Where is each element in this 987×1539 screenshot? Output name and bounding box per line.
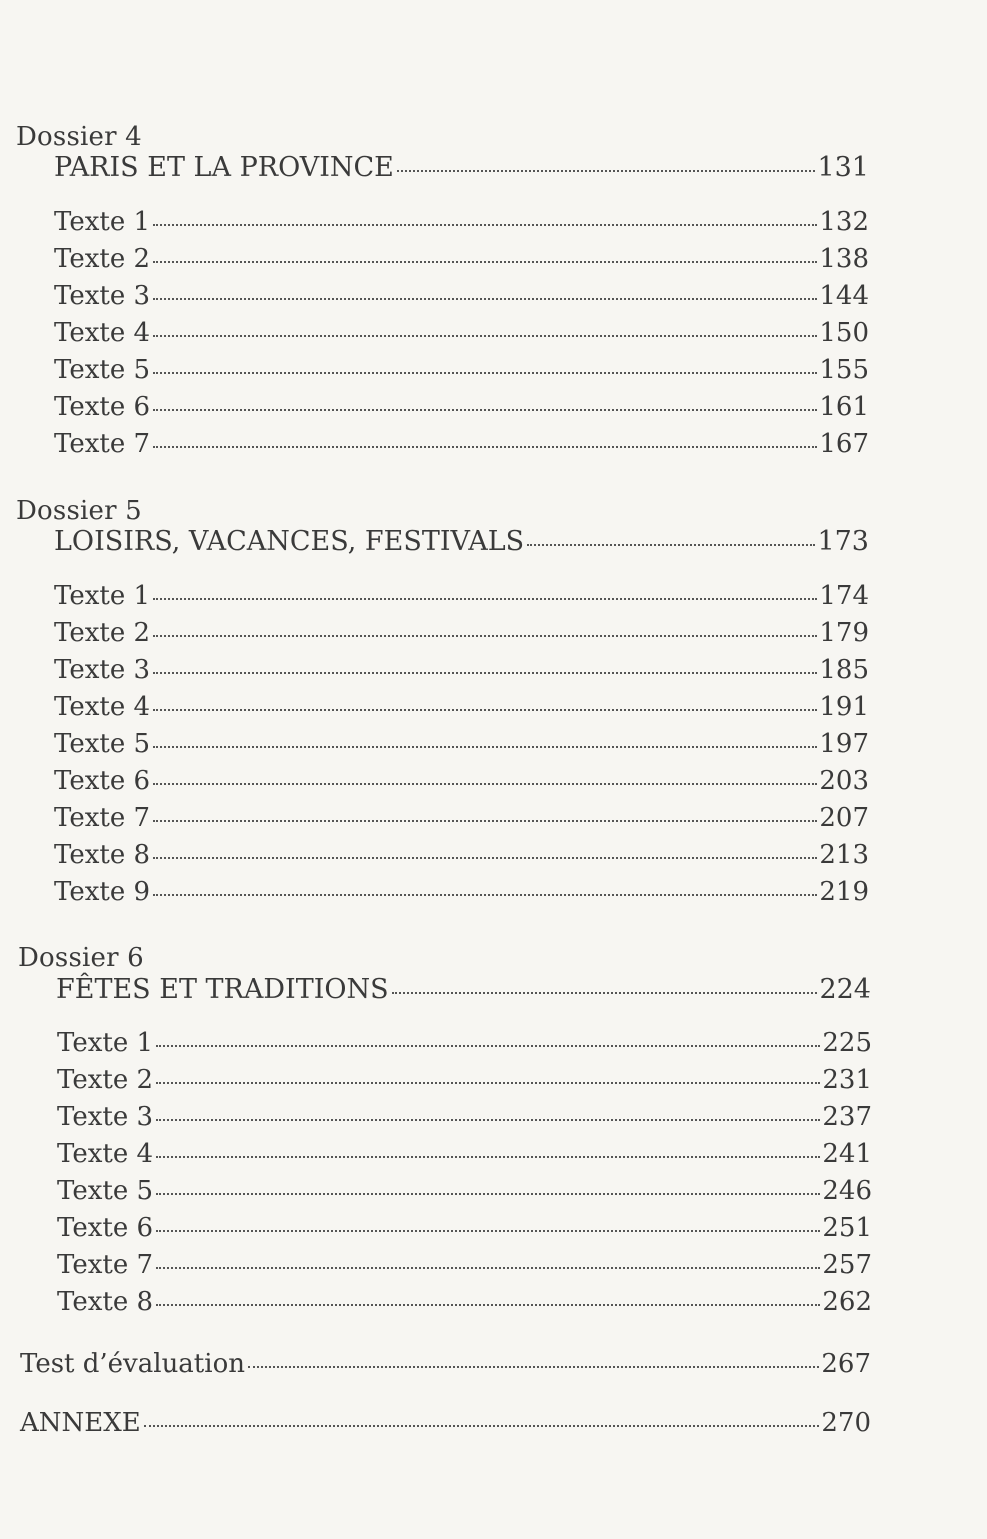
- dot-leader: [153, 335, 817, 337]
- toc-entry[interactable]: [54, 318, 869, 356]
- toc-entry[interactable]: [54, 355, 869, 393]
- toc-entry[interactable]: [54, 840, 869, 878]
- entry-page-number: 246: [822, 1176, 872, 1206]
- dot-leader: [156, 1304, 820, 1306]
- toc-entry[interactable]: [54, 877, 869, 915]
- entry-title: ANNEXE: [20, 1408, 141, 1438]
- entry-page-number: 173: [817, 526, 869, 557]
- test-evaluation-entry[interactable]: [20, 1349, 871, 1387]
- entry-page-number: 241: [822, 1139, 872, 1169]
- toc-entry[interactable]: [57, 1250, 872, 1288]
- entry-page-number: 174: [819, 581, 869, 611]
- entry-title: Texte 3: [57, 1102, 154, 1132]
- dossier-5-label: Dossier 5: [16, 496, 142, 526]
- dot-leader: [153, 372, 817, 374]
- entry-page-number: 270: [821, 1408, 871, 1438]
- dot-leader: [156, 1267, 820, 1269]
- annexe-entry[interactable]: [20, 1408, 871, 1446]
- dot-leader: [153, 672, 817, 674]
- entry-title: Texte 5: [54, 355, 151, 385]
- entry-title: Texte 5: [57, 1176, 154, 1206]
- entry-title: Texte 9: [54, 877, 151, 907]
- entry-page-number: 203: [819, 766, 869, 796]
- dossier-6-label: Dossier 6: [18, 943, 144, 973]
- entry-title: Texte 4: [54, 318, 151, 348]
- entry-title: Texte 6: [54, 392, 151, 422]
- entry-page-number: 132: [819, 207, 869, 237]
- dot-leader: [153, 857, 817, 859]
- entry-page-number: 213: [819, 840, 869, 870]
- entry-page-number: 161: [819, 392, 869, 422]
- entry-page-number: 150: [819, 318, 869, 348]
- dot-leader: [153, 598, 817, 600]
- dot-leader: [248, 1366, 819, 1368]
- entry-page-number: 179: [819, 618, 869, 648]
- entry-title: Texte 7: [54, 429, 151, 459]
- entry-page-number: 231: [822, 1065, 872, 1095]
- toc-entry[interactable]: [57, 1176, 872, 1214]
- dot-leader: [153, 820, 817, 822]
- dossier-5-heading-entry[interactable]: [54, 526, 869, 564]
- toc-entry[interactable]: [54, 581, 869, 619]
- dot-leader: [153, 783, 817, 785]
- toc-entry[interactable]: [57, 1102, 872, 1140]
- entry-page-number: 144: [819, 281, 869, 311]
- dot-leader: [397, 170, 816, 172]
- dot-leader: [153, 409, 817, 411]
- toc-entry[interactable]: [54, 618, 869, 656]
- dot-leader: [156, 1230, 820, 1232]
- toc-entry[interactable]: [57, 1287, 872, 1325]
- entry-page-number: 155: [819, 355, 869, 385]
- dot-leader: [153, 261, 817, 263]
- entry-page-number: 185: [819, 655, 869, 685]
- entry-title: Texte 4: [54, 692, 151, 722]
- entry-title: Texte 6: [57, 1213, 154, 1243]
- entry-title: Texte 7: [54, 803, 151, 833]
- dossier-4-label: Dossier 4: [16, 122, 142, 152]
- dossier-4-heading-entry[interactable]: [54, 152, 869, 190]
- entry-page-number: 191: [819, 692, 869, 722]
- entry-title: Test d’évaluation: [20, 1349, 245, 1379]
- toc-entry[interactable]: [57, 1028, 872, 1066]
- dot-leader: [144, 1425, 820, 1427]
- entry-page-number: 219: [819, 877, 869, 907]
- dossier-6-heading-entry[interactable]: [56, 974, 871, 1012]
- entry-title: Texte 3: [54, 655, 151, 685]
- toc-entry[interactable]: [54, 655, 869, 693]
- toc-entry[interactable]: [54, 244, 869, 282]
- dot-leader: [392, 992, 818, 994]
- dot-leader: [156, 1082, 820, 1084]
- entry-page-number: 207: [819, 803, 869, 833]
- toc-entry[interactable]: [54, 392, 869, 430]
- dot-leader: [156, 1193, 820, 1195]
- entry-title: Texte 1: [54, 581, 151, 611]
- entry-title: Texte 4: [57, 1139, 154, 1169]
- dot-leader: [153, 894, 817, 896]
- toc-entry[interactable]: [54, 729, 869, 767]
- entry-page-number: 262: [822, 1287, 872, 1317]
- entry-title: Texte 6: [54, 766, 151, 796]
- entry-page-number: 224: [819, 974, 871, 1005]
- entry-title: Texte 2: [54, 244, 151, 274]
- toc-entry[interactable]: [57, 1139, 872, 1177]
- entry-page-number: 225: [822, 1028, 872, 1058]
- dot-leader: [153, 298, 817, 300]
- entry-page-number: 138: [819, 244, 869, 274]
- toc-entry[interactable]: [54, 692, 869, 730]
- entry-title: Texte 7: [57, 1250, 154, 1280]
- dot-leader: [153, 709, 817, 711]
- entry-title: Texte 5: [54, 729, 151, 759]
- entry-title: PARIS ET LA PROVINCE: [54, 152, 394, 183]
- entry-title: LOISIRS, VACANCES, FESTIVALS: [54, 526, 525, 557]
- dot-leader: [156, 1119, 820, 1121]
- entry-title: Texte 1: [54, 207, 151, 237]
- entry-page-number: 237: [822, 1102, 872, 1132]
- toc-entry[interactable]: [54, 281, 869, 319]
- dot-leader: [156, 1045, 820, 1047]
- toc-entry[interactable]: [54, 429, 869, 467]
- entry-title: Texte 8: [54, 840, 151, 870]
- entry-page-number: 131: [817, 152, 869, 183]
- entry-title: Texte 3: [54, 281, 151, 311]
- toc-entry[interactable]: [54, 207, 869, 245]
- entry-page-number: 257: [822, 1250, 872, 1280]
- entry-title: FÊTES ET TRADITIONS: [56, 974, 389, 1005]
- entry-page-number: 197: [819, 729, 869, 759]
- toc-entry[interactable]: [54, 766, 869, 804]
- toc-entry[interactable]: [54, 803, 869, 841]
- entry-page-number: 167: [819, 429, 869, 459]
- entry-page-number: 251: [822, 1213, 872, 1243]
- dot-leader: [153, 635, 817, 637]
- dot-leader: [527, 544, 815, 546]
- dot-leader: [153, 746, 817, 748]
- entry-title: Texte 8: [57, 1287, 154, 1317]
- entry-title: Texte 2: [54, 618, 151, 648]
- toc-entry[interactable]: [57, 1065, 872, 1103]
- dot-leader: [153, 224, 817, 226]
- entry-title: Texte 2: [57, 1065, 154, 1095]
- entry-title: Texte 1: [57, 1028, 154, 1058]
- entry-page-number: 267: [821, 1349, 871, 1379]
- toc-entry[interactable]: [57, 1213, 872, 1251]
- dot-leader: [156, 1156, 820, 1158]
- dot-leader: [153, 446, 817, 448]
